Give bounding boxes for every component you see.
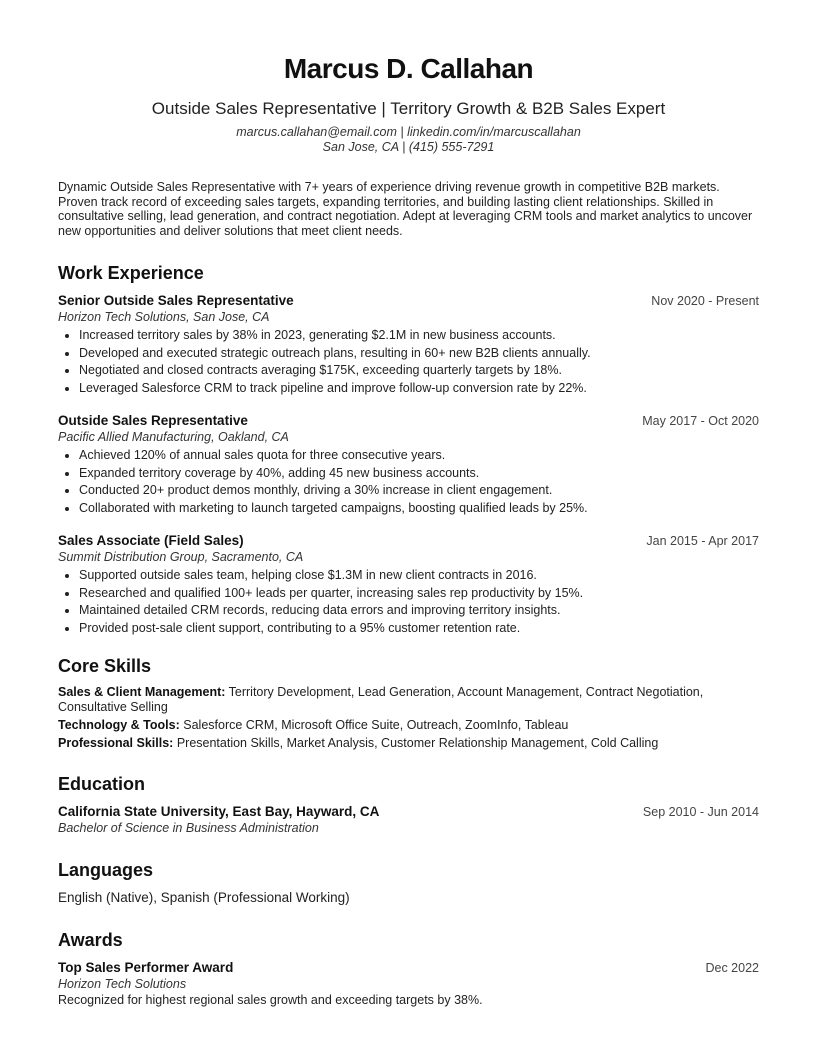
resume-page bbox=[58, 52, 759, 1008]
skill-line bbox=[58, 685, 759, 715]
job-bullets bbox=[58, 567, 759, 637]
job-company: Horizon Tech Solutions, San Jose, CA bbox=[58, 310, 270, 324]
job-title: Outside Sales Representative bbox=[58, 413, 248, 428]
skill-value: Salesforce CRM, Microsoft Office Suite, Outreach, ZoomInfo, Tableau bbox=[183, 718, 569, 732]
education-dates: Sep 2010 - Jun 2014 bbox=[642, 805, 759, 819]
award-description: Recognized for highest regional sales growth and exceeding targets by 38%. bbox=[58, 993, 483, 1007]
section-title-awards: Awards bbox=[58, 930, 123, 950]
bullet-item: • Negotiated and closed contracts averaging $175K, exceeding quarterly targets by 18%. bbox=[79, 362, 759, 380]
bullet-item: • Researched and qualified 100+ leads per quarter, increasing sales rep productivity by 15%. bbox=[79, 585, 759, 603]
contact-location-phone: San Jose, CA | (415) 555-7291 bbox=[322, 140, 495, 154]
skill-label: Sales & Client Management: bbox=[58, 685, 226, 699]
candidate-name: Marcus D. Callahan bbox=[283, 53, 534, 84]
job-entry bbox=[58, 532, 759, 637]
job-entry bbox=[58, 412, 759, 517]
contact-info bbox=[58, 125, 759, 155]
award-date: Dec 2022 bbox=[705, 961, 759, 975]
award-title: Top Sales Performer Award bbox=[58, 960, 234, 975]
skill-value: Presentation Skills, Market Analysis, Customer Relationship Management, Cold Calling bbox=[176, 736, 659, 750]
bullet-item: • Maintained detailed CRM records, reducing data errors and improving territory insights. bbox=[79, 602, 759, 620]
section-title-experience: Work Experience bbox=[58, 263, 204, 283]
job-dates: Nov 2020 - Present bbox=[651, 294, 759, 308]
bullet-item: • Expanded territory coverage by 40%, adding 45 new business accounts. bbox=[79, 465, 759, 483]
languages-list: English (Native), Spanish (Professional Working) bbox=[58, 890, 350, 905]
section-title-education: Education bbox=[58, 774, 146, 794]
section-title-skills: Core Skills bbox=[58, 656, 152, 676]
contact-email-linkedin: marcus.callahan@email.com | linkedin.com/in/marcuscallahan bbox=[236, 125, 581, 139]
job-company: Pacific Allied Manufacturing, Oakland, CA bbox=[58, 430, 289, 444]
job-title: Senior Outside Sales Representative bbox=[58, 293, 294, 308]
skill-label: Technology & Tools: bbox=[58, 718, 180, 732]
bullet-item: • Conducted 20+ product demos monthly, driving a 30% increase in client engagement. bbox=[79, 482, 759, 500]
bullet-item: • Provided post-sale client support, contributing to a 95% customer retention rate. bbox=[79, 620, 759, 638]
section-title-languages: Languages bbox=[58, 860, 154, 880]
skill-label: Professional Skills: bbox=[58, 736, 174, 750]
job-dates: Jan 2015 - Apr 2017 bbox=[646, 534, 759, 548]
degree: Bachelor of Science in Business Administration bbox=[58, 821, 319, 835]
bullet-item: • Achieved 120% of annual sales quota for three consecutive years. bbox=[79, 447, 759, 465]
bullet-item: • Increased territory sales by 38% in 2023, generating $2.1M in new business accounts. bbox=[79, 327, 759, 345]
job-bullets bbox=[58, 447, 759, 517]
skill-line bbox=[58, 718, 759, 733]
job-dates: May 2017 - Oct 2020 bbox=[642, 414, 759, 428]
job-company: Summit Distribution Group, Sacramento, CA bbox=[58, 550, 304, 564]
job-bullets bbox=[58, 327, 759, 397]
school-name: California State University, East Bay, Hayward, CA bbox=[58, 804, 380, 819]
bullet-item: • Collaborated with marketing to launch targeted campaigns, boosting qualified leads by 25%. bbox=[79, 500, 759, 518]
award-org: Horizon Tech Solutions bbox=[58, 977, 187, 991]
summary: Dynamic Outside Sales Representative with 7+ years of experience driving revenue growth in competitive B2B markets. Proven track record of exceeding sales targets, expanding territories, and building lasting client relationships. Skilled in consultative selling, lead generation, and contract negotiation. Adept at leveraging CRM tools and market analytics to uncover new opportunities and deliver solutions that meet client needs. bbox=[58, 180, 753, 238]
bullet-item: • Supported outside sales team, helping close $1.3M in new client contracts in 2016. bbox=[79, 567, 759, 585]
award-entry bbox=[58, 959, 759, 1008]
skill-value: Territory Development, Lead Generation, Account Management, Contract Negotiation, Consultative Selling bbox=[58, 685, 704, 714]
bullet-item: • Developed and executed strategic outreach plans, resulting in 60+ new B2B clients annually. bbox=[79, 345, 759, 363]
bullet-item: • Leveraged Salesforce CRM to track pipeline and improve follow-up conversion rate by 22%. bbox=[79, 380, 759, 398]
job-title: Sales Associate (Field Sales) bbox=[58, 533, 244, 548]
headline: Outside Sales Representative | Territory Growth & B2B Sales Expert bbox=[151, 99, 666, 118]
skill-line bbox=[58, 736, 759, 751]
job-entry bbox=[58, 292, 759, 397]
